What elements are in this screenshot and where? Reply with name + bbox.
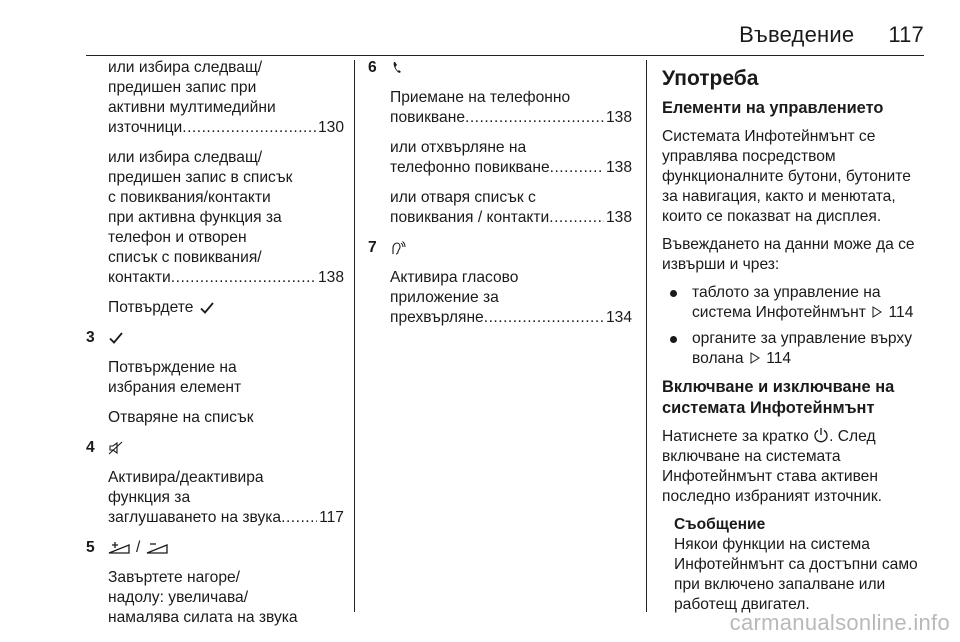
page-ref: 138 <box>605 109 632 126</box>
text-line: при активна функция за <box>108 209 282 226</box>
bullet-icon <box>670 290 677 297</box>
page-ref: 138 <box>605 159 632 176</box>
reference-arrow-icon <box>872 304 882 316</box>
item-7-desc <box>368 268 632 328</box>
check-icon <box>108 330 124 346</box>
text-line: Инфотейнмънт става активен <box>662 468 878 485</box>
text-line: активни мултимедийни <box>108 99 276 116</box>
column-1 <box>86 58 344 638</box>
text-line: включване на системата <box>662 448 841 465</box>
paragraph <box>662 235 932 275</box>
text-line: Някои функции на система <box>674 536 870 553</box>
paragraph-prev-contact <box>86 148 344 288</box>
item-7 <box>368 238 632 258</box>
separator: / <box>136 539 141 556</box>
text-line: Инфотейнмънт са достъпни само <box>674 556 918 573</box>
column-divider-2 <box>646 60 647 612</box>
text-line: при включено запалване или <box>674 576 886 593</box>
watermark[interactable]: carmanualsonline.info <box>729 610 950 635</box>
text-line: надолу: увеличава/ <box>108 589 249 606</box>
item-3 <box>86 328 344 348</box>
text-line: списък с повиквания/ <box>108 249 262 266</box>
text-line: функционалните бутони, бутоните <box>662 168 911 185</box>
text-line: или избира следващ/ <box>108 59 263 76</box>
text-line: таблото за управление на <box>692 284 881 301</box>
toc-line: повикване ..... 138 <box>390 108 632 128</box>
list-item <box>662 283 932 323</box>
text-line: управлява посредством <box>662 148 836 165</box>
power-icon <box>813 427 829 443</box>
item-index: 4 <box>86 439 95 456</box>
column-divider-1 <box>354 60 355 612</box>
text-line: извърши и чрез: <box>662 256 780 273</box>
page-ref: 130 <box>317 119 344 136</box>
text-line: Активира/деактивира <box>108 469 264 486</box>
text-line: Завъртете нагоре/ <box>108 569 241 586</box>
text-line: телефон и отворен <box>108 229 247 246</box>
volume-up-icon <box>108 540 130 556</box>
text-line: Отваряне на списък <box>108 409 254 426</box>
toc-line: повиквания / контакти ..... 138 <box>390 208 632 228</box>
item-index: 6 <box>368 59 377 76</box>
text-line: или отхвърляне на <box>390 139 527 156</box>
text-line: Системата Инфотейнмънт се <box>662 128 876 145</box>
confirm-line <box>86 298 344 318</box>
header-title: Въведение <box>739 22 855 47</box>
column-3 <box>662 58 932 615</box>
text-line: или отваря списък с <box>390 189 536 206</box>
toc-line: източници ..... 130 <box>108 118 344 138</box>
text-line: Приемане на телефонно <box>390 89 571 106</box>
text-line: предишен запис при <box>108 79 257 96</box>
header-divider <box>86 55 924 56</box>
page-ref: 138 <box>605 209 632 226</box>
toc-line: прехвърляне ..... 134 <box>390 308 632 328</box>
page-number: 117 <box>888 22 924 47</box>
text-line: намалява силата на звука <box>108 609 298 626</box>
item-4-desc <box>86 468 344 528</box>
item-index: 5 <box>86 539 95 556</box>
toc-line: телефонно повикване ..... 138 <box>390 158 632 178</box>
text-line: или избира следващ/ <box>108 149 263 166</box>
item-6 <box>368 58 632 78</box>
item-5-desc <box>86 568 344 628</box>
mute-icon <box>108 440 124 456</box>
text-line: органите за управление върху <box>692 330 913 347</box>
text-line: последно избраният източник. <box>662 488 883 505</box>
text-line: приложение за <box>390 289 499 306</box>
text-line: предишен запис в списък <box>108 169 293 186</box>
text-line: с повиквания/контакти <box>108 189 271 206</box>
text-line: Потвърждение на <box>108 359 237 376</box>
text-line: които се показват на дисплея. <box>662 208 882 225</box>
item-index: 3 <box>86 329 95 346</box>
page-ref: 134 <box>605 309 632 326</box>
item-index: 7 <box>368 239 377 256</box>
note-title: Съобщение <box>674 516 766 533</box>
text-line: система Инфотейнмънт <box>692 304 866 321</box>
text-line: избрания елемент <box>108 379 242 396</box>
note-box <box>662 515 932 615</box>
confirm-text: Потвърдете <box>108 299 194 316</box>
page-header <box>739 22 924 48</box>
text-line: функция за <box>108 489 191 506</box>
phone-icon <box>390 60 406 76</box>
column-2 <box>368 58 632 338</box>
page-ref: 114 <box>888 304 914 321</box>
toc-line: заглушаването на звука ..... 117 <box>108 508 344 528</box>
item-3-extra <box>86 408 344 428</box>
volume-down-icon <box>146 540 168 556</box>
paragraph-prev-source <box>86 58 344 138</box>
toc-line: контакти ..... 138 <box>108 268 344 288</box>
text-line: . След <box>829 428 876 445</box>
page-ref: 138 <box>317 269 344 286</box>
text-line: волана <box>692 350 744 367</box>
text-line: Натиснете за кратко <box>662 428 809 445</box>
item-3-desc <box>86 358 344 398</box>
text-line: за навигация, както и менютата, <box>662 188 896 205</box>
voice-icon <box>390 240 406 256</box>
list-item <box>662 329 932 369</box>
paragraph <box>662 127 932 227</box>
item-4 <box>86 438 344 458</box>
text-line: работещ двигател. <box>674 596 810 613</box>
page-ref: 114 <box>766 350 792 367</box>
subsection-title: Включване и изключване на системата Инфотейнмънт <box>662 378 895 417</box>
subsection-title: Елементи на управлението <box>662 99 884 117</box>
item-6-a <box>368 88 632 128</box>
item-6-b <box>368 138 632 178</box>
check-icon <box>199 300 215 316</box>
section-title: Употреба <box>662 67 759 90</box>
text-line: Въвеждането на данни може да се <box>662 236 915 253</box>
paragraph <box>662 427 932 507</box>
text-line: Активира гласово <box>390 269 519 286</box>
bullet-icon <box>670 336 677 343</box>
item-5 <box>86 538 344 558</box>
page-ref: 117 <box>319 509 344 526</box>
bullet-list <box>662 283 932 369</box>
item-6-c <box>368 188 632 228</box>
reference-arrow-icon <box>750 350 760 362</box>
